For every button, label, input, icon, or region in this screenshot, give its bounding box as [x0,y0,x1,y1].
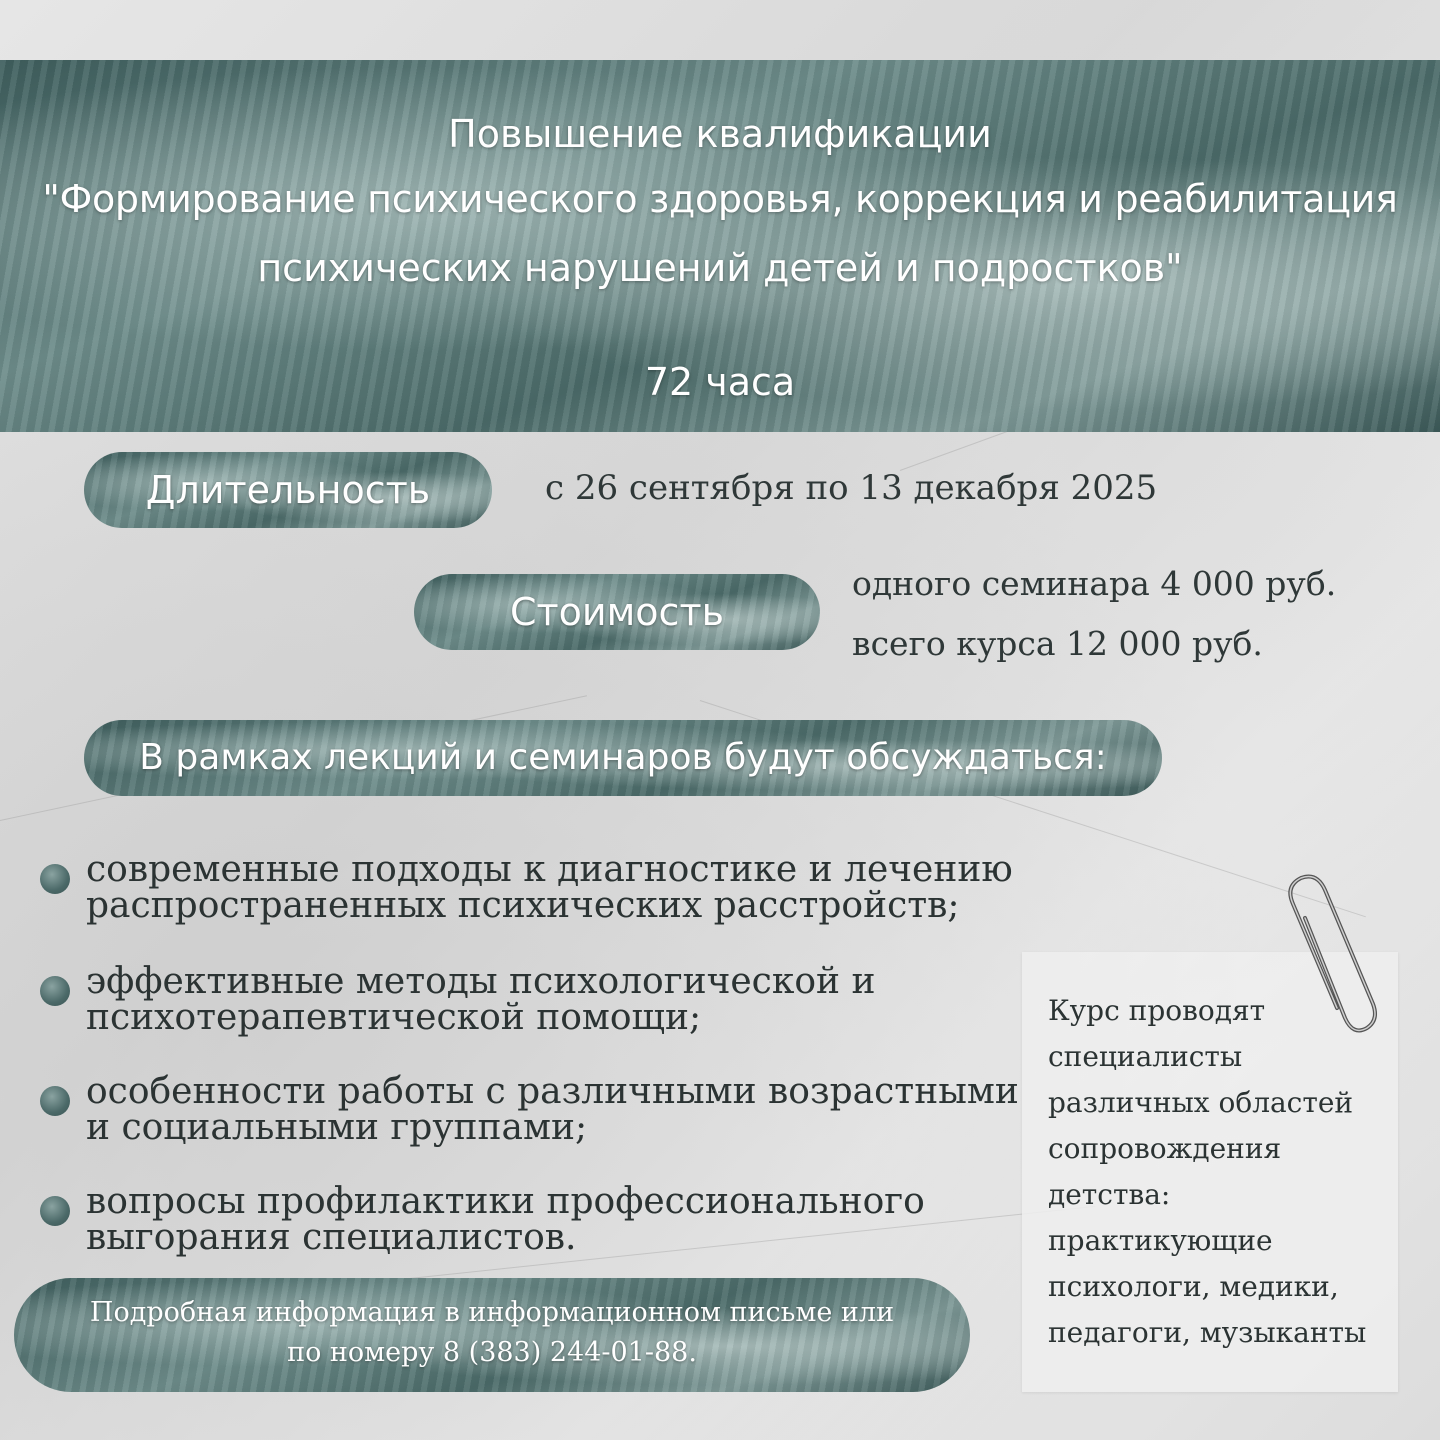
course-hours: 72 часа [644,360,796,404]
contact-info-pill [14,1278,970,1392]
list-item-line: эффективные методы психологической и [86,961,876,1002]
contact-phone[interactable]: по номеру 8 (383) 244-01-88. [287,1337,697,1368]
bullet-icon [40,1086,70,1116]
list-item [40,961,1030,1044]
cost-label-pill [414,574,820,650]
duration-label-pill [84,452,492,528]
note-line: психологи, медики, [1048,1270,1339,1303]
cost-course: всего курса 12 000 руб. [852,624,1263,663]
bullet-icon [40,864,70,894]
list-item-line: и социальными группами; [86,1107,588,1148]
duration-value: с 26 сентября по 13 декабря 2025 [545,468,1158,508]
note-line: различных областей [1048,1086,1354,1119]
note-line: детства: [1048,1178,1171,1211]
paperclip-icon [1275,868,1395,1048]
note-line: Курс проводят [1048,994,1266,1027]
header-banner [0,60,1440,432]
list-item-line: современные подходы к диагностике и лечению [86,849,1013,890]
list-item-line: психотерапевтической помощи; [86,997,702,1038]
list-item-line: распространенных психических расстройств; [86,885,960,926]
title-line-3: психических нарушений детей и подростков" [257,246,1183,290]
list-item [40,1181,1030,1264]
title-line-1: Повышение квалификации [448,112,992,156]
cost-seminar: одного семинара 4 000 руб. [852,564,1337,603]
note-line: сопровождения [1048,1132,1282,1165]
note-line: педагоги, музыканты [1048,1316,1367,1349]
title-line-2: "Формирование психического здоровья, коррекция и реабилитация [42,177,1398,221]
topics-heading: В рамках лекций и семинаров будут обсуждаться: [139,737,1107,778]
list-item-line: вопросы профилактики профессионального [86,1181,925,1222]
list-item [40,849,1030,932]
cost-label: Стоимость [510,590,724,634]
list-item [40,1071,1030,1154]
bullet-icon [40,976,70,1006]
list-item-line: особенности работы с различными возрастными [86,1071,1019,1112]
note-line: специалисты [1048,1040,1243,1073]
contact-line-1: Подробная информация в информационном письме или [89,1297,895,1328]
note-line: практикующие [1048,1224,1273,1257]
duration-label: Длительность [145,468,431,512]
list-item-line: выгорания специалистов. [86,1217,577,1258]
bullet-icon [40,1196,70,1226]
topics-heading-pill [84,720,1162,796]
